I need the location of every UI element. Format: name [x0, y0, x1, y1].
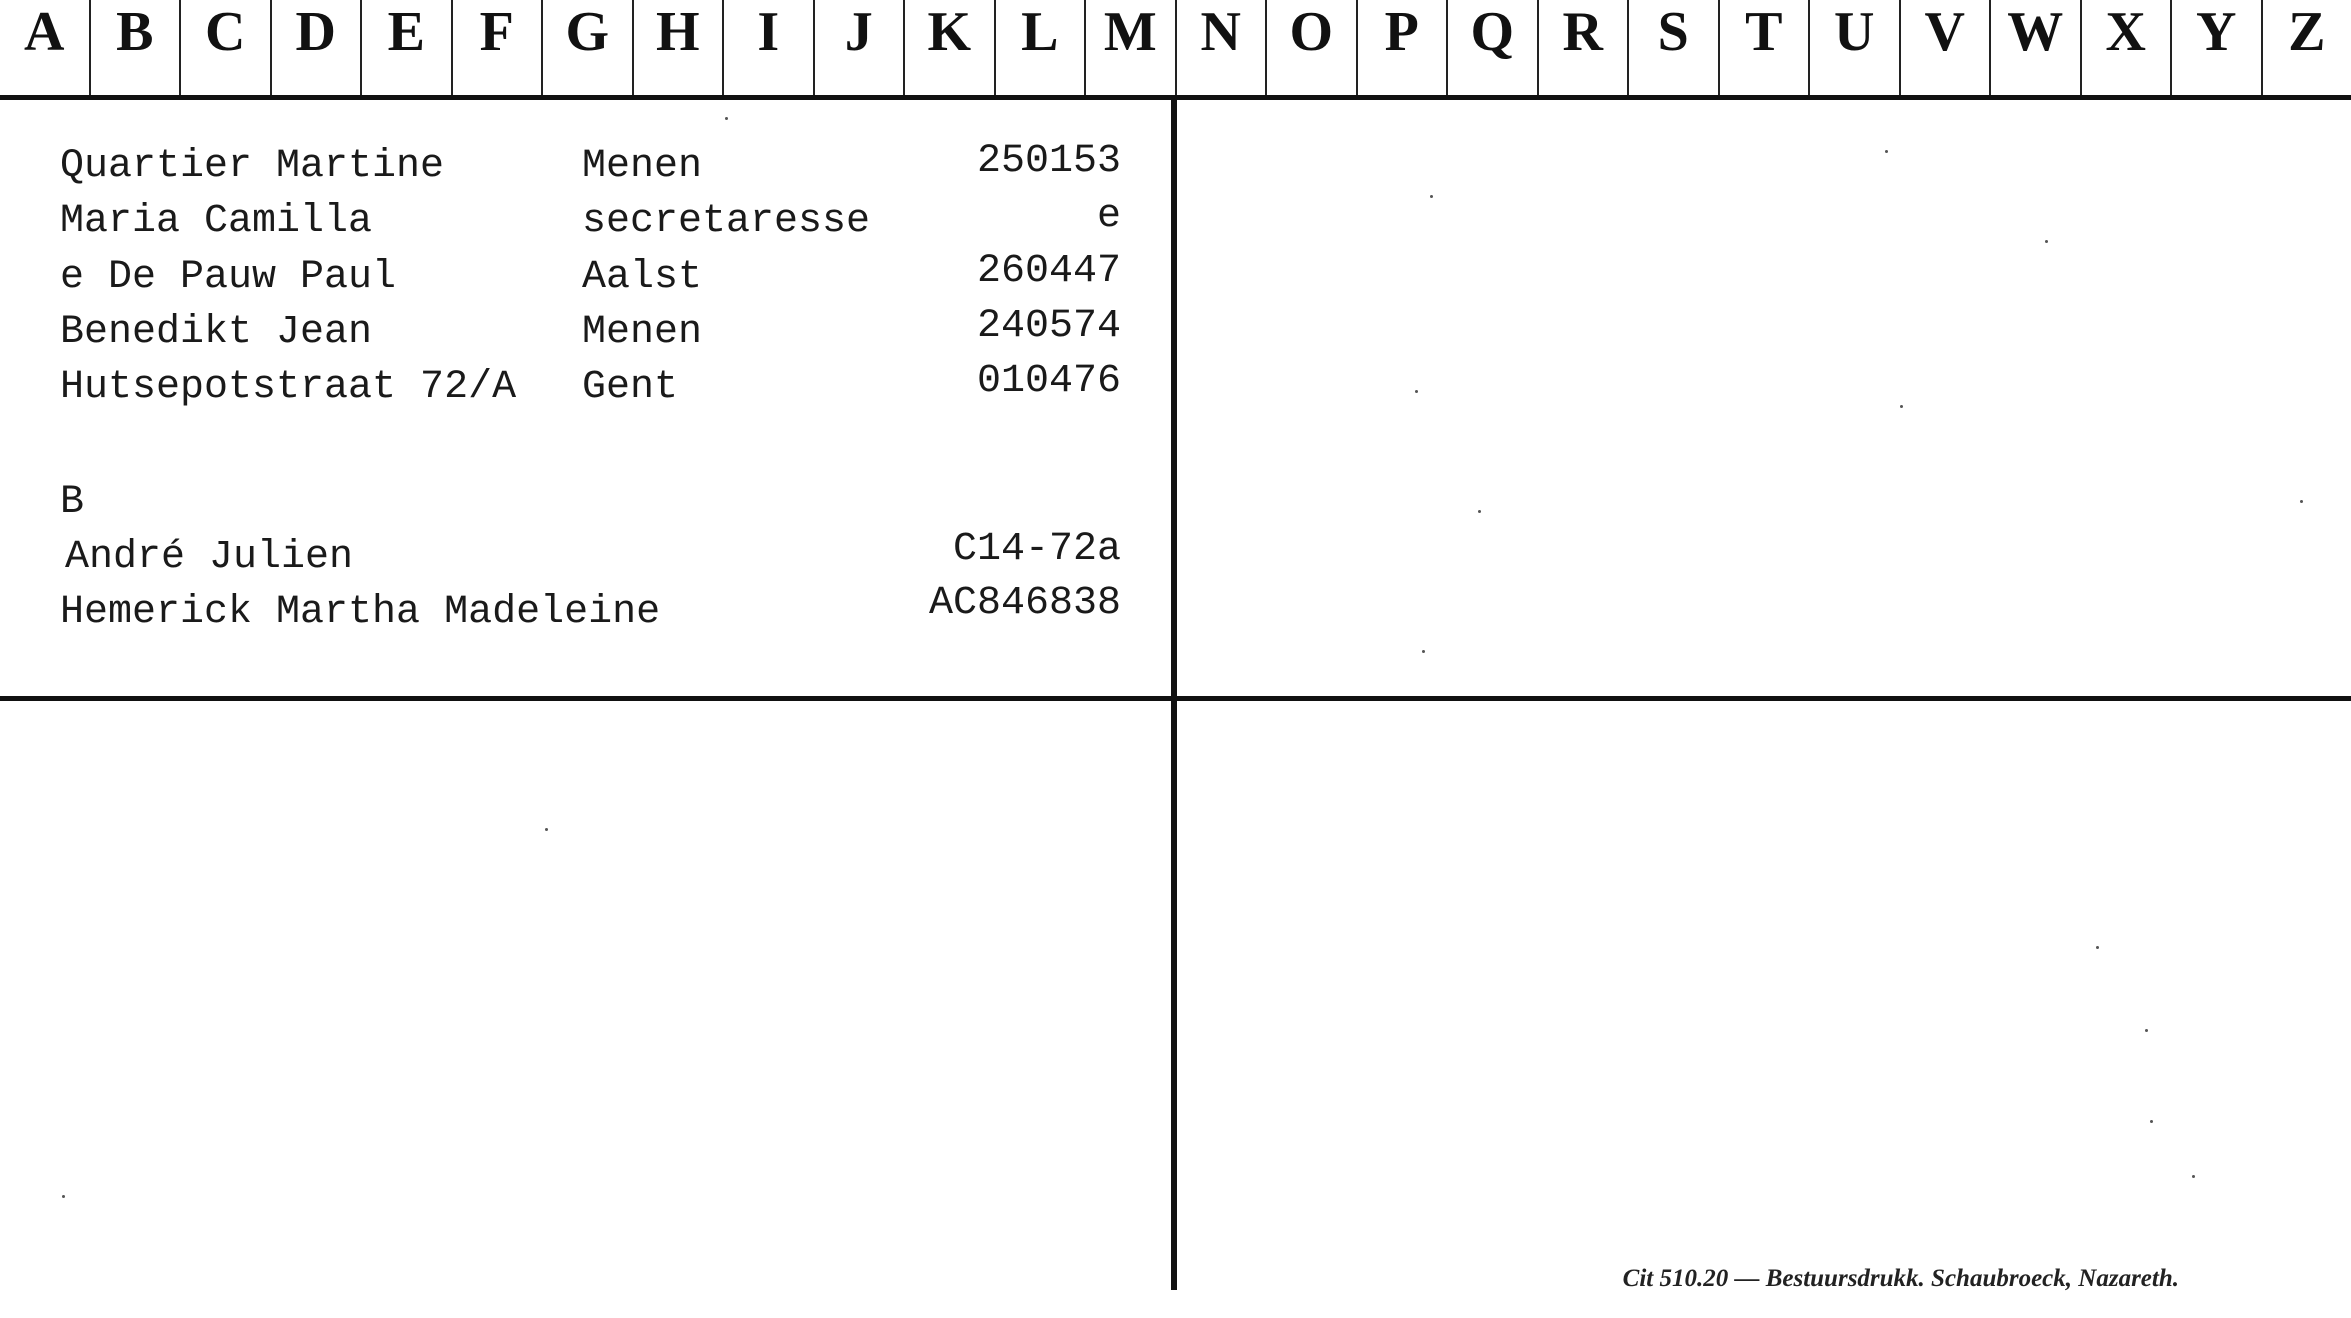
entry-name: Hemerick Martha Madeleine: [60, 590, 661, 635]
letter-tab: P: [1358, 0, 1449, 95]
entry-place: secretaresse: [582, 199, 871, 244]
letter-tab: Q: [1448, 0, 1539, 95]
printer-imprint: Cit 510.20 — Bestuursdrukk. Schaubroeck, Nazareth.: [1622, 1265, 2179, 1292]
entry-code: 250153: [976, 139, 1121, 184]
letter-tab: A: [0, 0, 91, 95]
paper-speck: [545, 828, 548, 831]
paper-speck: [1430, 195, 1433, 198]
horizontal-divider: [0, 696, 2351, 701]
letter-tab: O: [1267, 0, 1358, 95]
entry-code: e: [1096, 194, 1121, 239]
paper-speck: [2300, 500, 2303, 503]
vertical-divider: [1171, 95, 1177, 1290]
entry-code: 240574: [976, 304, 1121, 349]
entry-name: e De Pauw Paul: [60, 255, 397, 300]
paper-speck: [1415, 390, 1418, 393]
alphabet-tab-strip: [0, 0, 2351, 100]
entry-code: AC846838: [928, 581, 1121, 626]
entry-name: Benedikt Jean: [60, 310, 373, 355]
letter-tab: G: [543, 0, 634, 95]
paper-speck: [725, 117, 728, 120]
letter-tab: X: [2082, 0, 2173, 95]
paper-speck: [1422, 650, 1425, 653]
entry-code: 010476: [976, 359, 1121, 404]
entry-name: Quartier Martine: [60, 144, 445, 189]
entry-code: 260447: [976, 249, 1121, 294]
letter-tab: W: [1991, 0, 2082, 95]
paper-speck: [1900, 405, 1903, 408]
paper-speck: [2096, 946, 2099, 949]
paper-speck: [62, 1195, 65, 1198]
entry-name: André Julien: [65, 535, 354, 580]
letter-tab: N: [1177, 0, 1268, 95]
section-b-header: B: [60, 480, 85, 525]
letter-tab: C: [181, 0, 272, 95]
letter-tab: R: [1539, 0, 1630, 95]
letter-tab: S: [1629, 0, 1720, 95]
letter-tab: D: [272, 0, 363, 95]
entry-place: Menen: [582, 310, 703, 355]
paper-speck: [1478, 510, 1481, 513]
letter-tab: J: [815, 0, 906, 95]
letter-tab: K: [905, 0, 996, 95]
entry-name: Hutsepotstraat 72/A: [60, 365, 517, 410]
paper-speck: [2145, 1029, 2148, 1032]
letter-tab: T: [1720, 0, 1811, 95]
entry-place: Aalst: [582, 255, 703, 300]
letter-tab: Y: [2172, 0, 2263, 95]
letter-tab: B: [91, 0, 182, 95]
paper-speck: [2192, 1175, 2195, 1178]
paper-speck: [2045, 240, 2048, 243]
letter-tab: H: [634, 0, 725, 95]
entry-place: Menen: [582, 144, 703, 189]
entry-code: C14-72a: [952, 527, 1121, 572]
letter-tab: F: [453, 0, 544, 95]
letter-tab: I: [724, 0, 815, 95]
letter-tab: L: [996, 0, 1087, 95]
letter-tab: U: [1810, 0, 1901, 95]
paper-speck: [2150, 1120, 2153, 1123]
letter-tab: E: [362, 0, 453, 95]
entry-place: Gent: [582, 365, 679, 410]
letter-tab: Z: [2288, 1, 2326, 63]
letter-tab: V: [1901, 0, 1992, 95]
paper-speck: [1885, 150, 1888, 153]
letter-tab: M: [1086, 0, 1177, 95]
entry-name: Maria Camilla: [60, 199, 373, 244]
